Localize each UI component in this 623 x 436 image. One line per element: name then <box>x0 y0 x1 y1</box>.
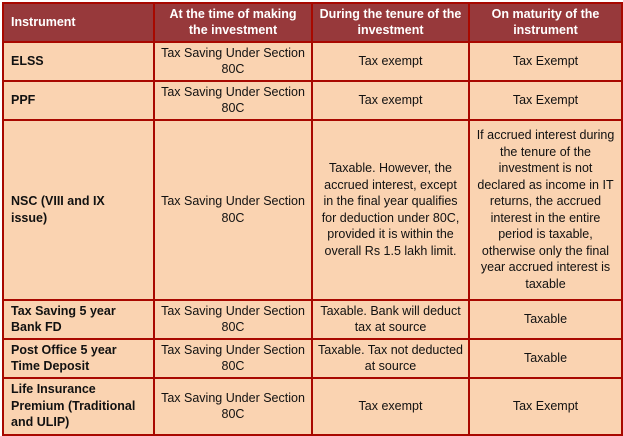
column-header-at-time-of-investment: At the time of making the investment <box>154 3 312 42</box>
cell-instrument: PPF <box>3 81 154 120</box>
cell-during-tenure: Taxable. Tax not deducted at source <box>312 339 469 378</box>
cell-instrument: Tax Saving 5 year Bank FD <box>3 300 154 339</box>
column-header-instrument: Instrument <box>3 3 154 42</box>
table-row-ppf <box>3 81 622 120</box>
cell-instrument: NSC (VIII and IX issue) <box>3 120 154 300</box>
cell-on-maturity: Tax Exempt <box>469 378 622 435</box>
table-header <box>3 3 622 42</box>
table-row-life-insurance <box>3 378 622 435</box>
cell-instrument: Post Office 5 year Time Deposit <box>3 339 154 378</box>
cell-during-tenure: Tax exempt <box>312 81 469 120</box>
cell-at-time-of-investment: Tax Saving Under Section 80C <box>154 120 312 300</box>
cell-instrument: Life Insurance Premium (Traditional and ULIP) <box>3 378 154 435</box>
header-row <box>3 3 622 42</box>
table-row-post-office-td <box>3 339 622 378</box>
cell-on-maturity: Taxable <box>469 300 622 339</box>
table-row-elss <box>3 42 622 81</box>
cell-on-maturity: Tax Exempt <box>469 81 622 120</box>
cell-during-tenure: Tax exempt <box>312 42 469 81</box>
cell-on-maturity: If accrued interest during the tenure of the investment is not declared as income in IT returns, the accrued interest in the entire period is taxable, otherwise only the final year accrued interest is taxable <box>469 120 622 300</box>
cell-on-maturity: Tax Exempt <box>469 42 622 81</box>
column-header-on-maturity: On maturity of the instrument <box>469 3 622 42</box>
cell-at-time-of-investment: Tax Saving Under Section 80C <box>154 378 312 435</box>
table-row-nsc <box>3 120 622 300</box>
cell-at-time-of-investment: Tax Saving Under Section 80C <box>154 42 312 81</box>
cell-instrument: ELSS <box>3 42 154 81</box>
tax-instruments-table <box>2 2 623 436</box>
cell-during-tenure: Taxable. However, the accrued interest, except in the final year qualifies for deduction under 80C, provided it is within the overall Rs 1.5 lakh limit. <box>312 120 469 300</box>
cell-during-tenure: Taxable. Bank will deduct tax at source <box>312 300 469 339</box>
cell-at-time-of-investment: Tax Saving Under Section 80C <box>154 339 312 378</box>
table-row-bank-fd <box>3 300 622 339</box>
cell-at-time-of-investment: Tax Saving Under Section 80C <box>154 300 312 339</box>
cell-on-maturity: Taxable <box>469 339 622 378</box>
table-body <box>3 42 622 435</box>
cell-at-time-of-investment: Tax Saving Under Section 80C <box>154 81 312 120</box>
cell-during-tenure: Tax exempt <box>312 378 469 435</box>
column-header-during-tenure: During the tenure of the investment <box>312 3 469 42</box>
